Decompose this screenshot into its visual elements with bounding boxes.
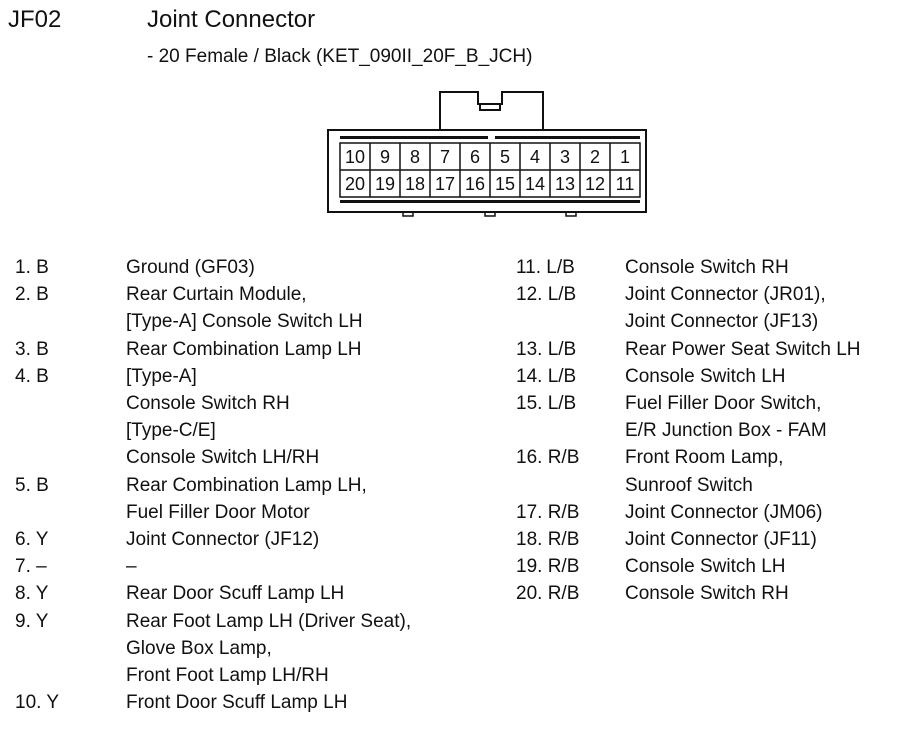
pin-description [126, 608, 411, 690]
pin-number: 15. L/B [516, 393, 577, 415]
pin-row [516, 444, 861, 498]
pin-row [516, 281, 861, 335]
keying-bar-bottom [340, 200, 640, 203]
pin-description-line: [Type-A] [126, 365, 197, 387]
pin-row [516, 553, 861, 580]
pin-label: 6 [469, 147, 481, 167]
pin-label: 1 [619, 147, 631, 167]
pin-label: 14 [524, 174, 546, 194]
pin-list-left [15, 254, 411, 716]
pin-description-line: E/R Junction Box - FAM [625, 420, 827, 442]
pin-number: 18. R/B [516, 529, 580, 551]
pin-label: 15 [494, 174, 516, 194]
pin-description-line: Console Switch LH [625, 365, 786, 387]
pin-description [625, 580, 861, 607]
pin-description-line: Front Room Lamp, [625, 447, 784, 469]
pin-number: 2. B [15, 284, 49, 306]
connector-diagram [0, 0, 914, 250]
pin-description [126, 689, 411, 716]
pin-label: 10 [344, 147, 366, 167]
pin-description-line: – [126, 556, 137, 578]
pin-label: 18 [404, 174, 426, 194]
connector-latch-slot [480, 104, 500, 110]
pin-description [126, 254, 411, 281]
pin-label: 4 [529, 147, 541, 167]
pin-label: 12 [584, 174, 606, 194]
pin-row [15, 553, 411, 580]
pin-description-line: Console Switch RH [625, 583, 789, 605]
pin-description-line: Rear Foot Lamp LH (Driver Seat), [126, 610, 412, 632]
pin-description [625, 553, 861, 580]
pin-description-line: Joint Connector (JF11) [625, 529, 817, 551]
pin-number: 19. R/B [516, 556, 580, 578]
pin-description-line: Rear Curtain Module, [126, 284, 307, 306]
pin-description [625, 526, 861, 553]
connector-title: Joint Connector [147, 6, 316, 33]
pin-number: 3. B [15, 338, 49, 360]
pin-label: 9 [379, 147, 391, 167]
pin-label: 13 [554, 174, 576, 194]
pin-label: 8 [409, 147, 421, 167]
pin-label: 5 [499, 147, 511, 167]
pin-row [15, 689, 411, 716]
pin-description [625, 444, 861, 498]
pin-number: 17. R/B [516, 501, 580, 523]
pin-description [625, 254, 861, 281]
pin-description-line: Joint Connector (JM06) [625, 501, 823, 523]
pin-row [516, 254, 861, 281]
pin-number: 5. B [15, 474, 49, 496]
pin-row [516, 390, 861, 444]
pin-number: 6. Y [15, 529, 49, 551]
pin-description [126, 336, 411, 363]
pin-description-line: Console Switch LH/RH [126, 447, 320, 469]
pin-description [625, 499, 861, 526]
pin-number: 12. L/B [516, 284, 577, 306]
pin-description-line: Joint Connector (JR01), [625, 284, 826, 306]
pin-row [15, 336, 411, 363]
pin-label: 11 [615, 174, 635, 194]
pin-number: 7. – [15, 556, 47, 578]
pin-row [15, 254, 411, 281]
connector-code: JF02 [8, 6, 62, 33]
pin-row [15, 526, 411, 553]
pin-description [625, 390, 861, 444]
pin-description [126, 281, 411, 335]
pin-description-line: Rear Power Seat Switch LH [625, 338, 861, 360]
pin-row [516, 526, 861, 553]
pin-description-line: Console Switch LH [625, 556, 786, 578]
pin-description-line: [Type-A] Console Switch LH [126, 311, 363, 333]
pin-list-right [516, 254, 861, 608]
pin-row [516, 336, 861, 363]
pin-number: 4. B [15, 365, 49, 387]
pin-number: 1. B [15, 257, 49, 278]
pin-number: 13. L/B [516, 338, 577, 360]
pin-description-line: Console Switch RH [126, 393, 290, 415]
pin-description [126, 553, 411, 580]
pin-number: 16. R/B [516, 447, 580, 469]
keying-bar-top-left [340, 136, 488, 139]
pin-label: 3 [559, 147, 571, 167]
pin-number: 10. Y [15, 692, 60, 714]
pin-number: 11. L/B [516, 257, 575, 278]
pin-number: 9. Y [15, 610, 49, 632]
pin-description-line: Front Foot Lamp LH/RH [126, 665, 329, 687]
pin-description [625, 281, 861, 335]
pin-description-line: Joint Connector (JF12) [126, 529, 320, 551]
pin-description-line: [Type-C/E] [126, 420, 216, 442]
pin-row [15, 281, 411, 335]
pin-description-line: Rear Combination Lamp LH [126, 338, 362, 360]
pin-number: 8. Y [15, 583, 49, 605]
pin-row [15, 608, 411, 690]
pin-description-line: Console Switch RH [625, 257, 789, 278]
pin-number: 20. R/B [516, 583, 580, 605]
pin-description [126, 526, 411, 553]
pin-description-line: Fuel Filler Door Switch, [625, 393, 822, 415]
keying-bar-top-right [495, 136, 640, 139]
pin-row [516, 363, 861, 390]
pin-description-line: Rear Combination Lamp LH, [126, 474, 367, 496]
pin-description-line: Ground (GF03) [126, 257, 255, 278]
pin-number: 14. L/B [516, 365, 577, 387]
pin-description-line: Joint Connector (JF13) [625, 311, 819, 333]
pin-description [126, 363, 411, 472]
pin-label: 7 [439, 147, 451, 167]
pin-description [625, 363, 861, 390]
pin-row [516, 580, 861, 607]
pin-label: 17 [434, 174, 456, 194]
pin-label: 19 [374, 174, 396, 194]
pin-description-line: Front Door Scuff Lamp LH [126, 692, 348, 714]
pin-description [126, 472, 411, 526]
pin-description [126, 580, 411, 607]
pin-row [15, 472, 411, 526]
pin-description-line: Sunroof Switch [625, 474, 753, 496]
pin-description-line: Glove Box Lamp, [126, 637, 272, 659]
pin-row [516, 499, 861, 526]
pin-description [625, 336, 861, 363]
connector-subtitle: - 20 Female / Black (KET_090II_20F_B_JCH) [147, 46, 533, 67]
pin-row [15, 363, 411, 472]
pin-description-line: Fuel Filler Door Motor [126, 501, 310, 523]
pin-label: 2 [589, 147, 601, 167]
pin-row [15, 580, 411, 607]
pin-label: 20 [344, 174, 366, 194]
pin-label: 16 [464, 174, 486, 194]
pin-description-line: Rear Door Scuff Lamp LH [126, 583, 345, 605]
